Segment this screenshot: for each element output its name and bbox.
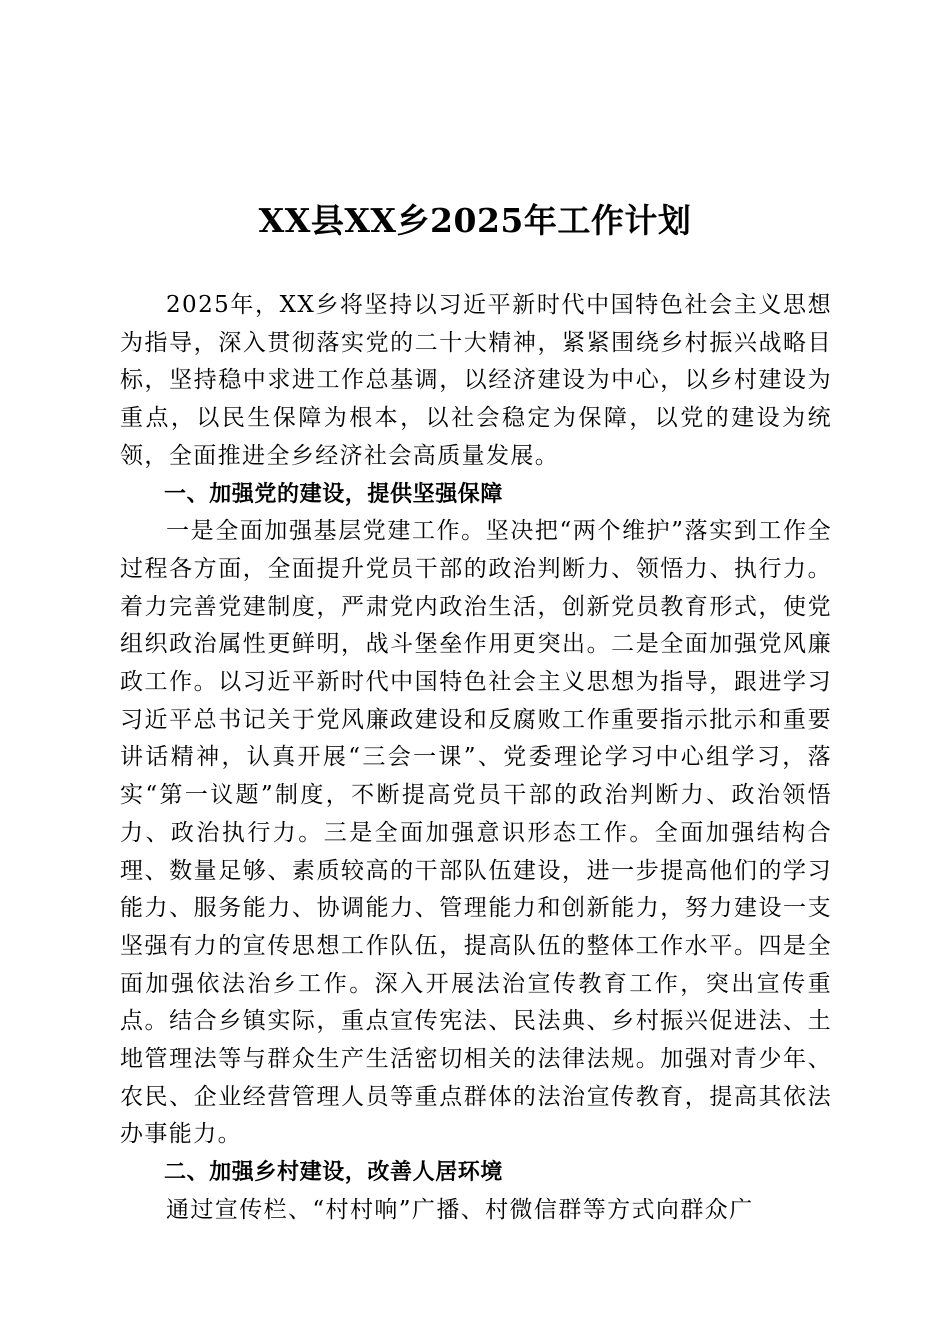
document-title: XX县XX乡2025年工作计划: [258, 201, 692, 240]
section-heading-party-building: 一、加强党的建设，提供坚强保障: [164, 481, 504, 507]
intro-paragraph: 2025年，XX乡将坚持以习近平新时代中国特色社会主义思想为指导，深入贯彻落实党的二十大精神，紧紧围绕乡村振兴战略目标，坚持稳中求进工作总基调，以经济建设为中心，以乡村建设为重点，以民生保障为根本，以社会稳定为保障，以党的建设为统领，全面推进全乡经济社会高质量发展。: [120, 292, 832, 469]
section-paragraph-rural-construction: 通过宣传栏、“村村响”广播、村微信群等方式向群众广: [166, 1196, 754, 1223]
section-heading-rural-construction: 二、加强乡村建设，改善人居环境: [164, 1160, 504, 1186]
section-paragraph-party-building: 一是全面加强基层党建工作。坚决把“两个维护”落实到工作全过程各方面，全面提升党员干部的政治判断力、领悟力、执行力。着力完善党建制度，严肃党内政治生活，创新党员教育形式，使党组织政治属性更鲜明，战斗堡垒作用更突出。二是全面加强党风廉政工作。以习近平新时代中国特色社会主义思想为指导，跟进学习习近平总书记关于党风廉政建设和反腐败工作重要指示批示和重要讲话精神，认真开展“三会一课”、党委理论学习中心组学习，落实“第一议题”制度，不断提高党员干部的政治判断力、政治领悟力、政治执行力。三是全面加强意识形态工作。全面加强结构合理、数量足够、素质较高的干部队伍建设，进一步提高他们的学习能力、服务能力、协调能力、管理能力和创新能力，努力建设一支坚强有力的宣传思想工作队伍，提高队伍的整体工作水平。四是全面加强依法治乡工作。深入开展法治宣传教育工作，突出宣传重点。结合乡镇实际，重点宣传宪法、民法典、乡村振兴促进法、土地管理法等与群众生产生活密切相关的法律法规。加强对青少年、农民、企业经营管理人员等重点群体的法治宣传教育，提高其依法办事能力。: [120, 518, 832, 1148]
document-body: [120, 287, 832, 1230]
